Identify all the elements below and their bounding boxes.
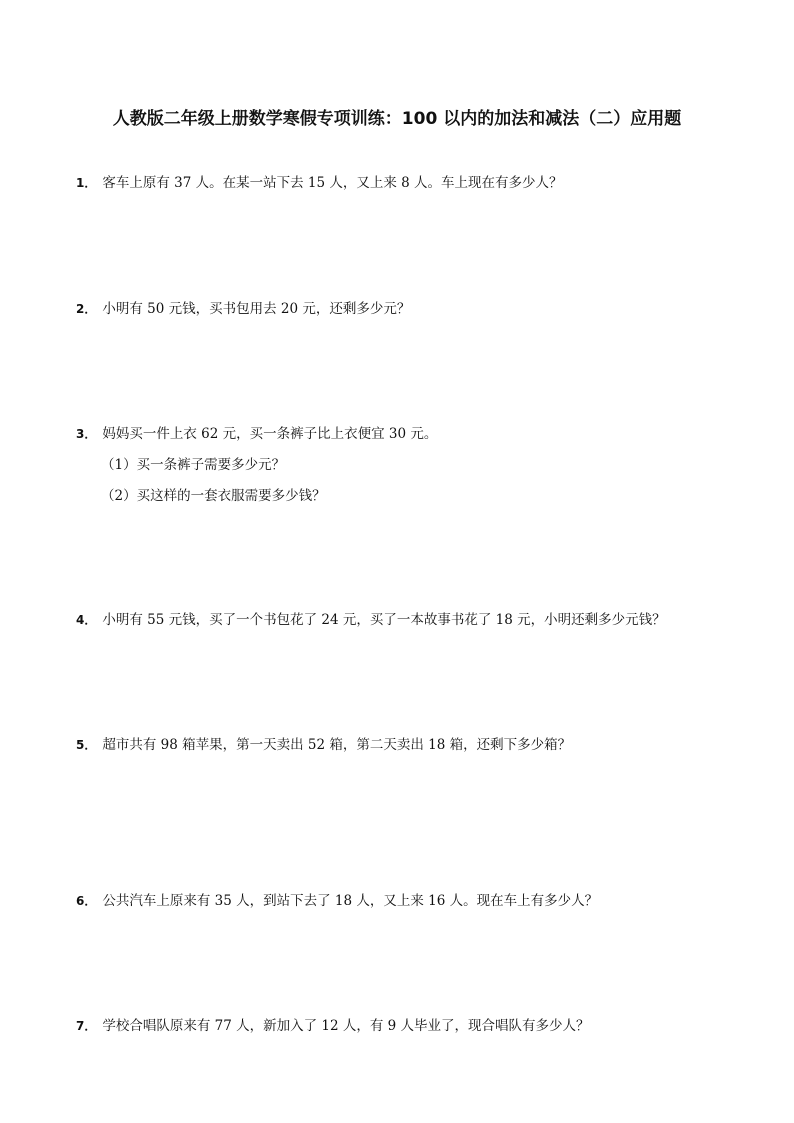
question-text: 超市共有 98 箱苹果，第一天卖出 52 箱，第二天卖出 18 箱，还剩下多少箱？ <box>102 737 572 753</box>
question-1 <box>76 173 563 193</box>
question-4 <box>76 610 666 630</box>
question-text: 妈妈买一件上衣 62 元，买一条裤子比上衣便宜 30 元。 <box>102 426 438 442</box>
question-text: 小明有 50 元钱，买书包用去 20 元，还剩多少元？ <box>102 301 411 317</box>
question-5 <box>76 735 571 755</box>
question-number: 7． <box>76 1019 97 1033</box>
question-3-sub-1: （1）买一条裤子需要多少元？ <box>101 457 286 473</box>
question-number: 2． <box>76 302 97 316</box>
question-3-sub-2: （2）买这样的一套衣服需要多少钱？ <box>101 488 326 504</box>
question-3 <box>76 424 437 444</box>
question-2 <box>76 299 410 319</box>
question-7 <box>76 1016 590 1036</box>
question-number: 1． <box>76 176 97 190</box>
question-text: 公共汽车上原来有 35 人，到站下去了 18 人，又上来 16 人。现在车上有多少人？ <box>102 893 599 909</box>
question-6 <box>76 891 598 911</box>
page-title: 人教版二年级上册数学寒假专项训练：100 以内的加法和减法（二）应用题 <box>112 109 682 129</box>
question-text: 客车上原有 37 人。在某一站下去 15 人，又上来 8 人。车上现在有多少人？ <box>102 175 563 191</box>
question-number: 3． <box>76 427 97 441</box>
question-number: 4． <box>76 613 97 627</box>
question-number: 6． <box>76 894 97 908</box>
question-number: 5． <box>76 738 97 752</box>
question-text: 学校合唱队原来有 77 人，新加入了 12 人，有 9 人毕业了，现合唱队有多少人？ <box>102 1018 590 1034</box>
question-text: 小明有 55 元钱，买了一个书包花了 24 元，买了一本故事书花了 18 元，小明还剩多少元钱？ <box>102 612 666 628</box>
